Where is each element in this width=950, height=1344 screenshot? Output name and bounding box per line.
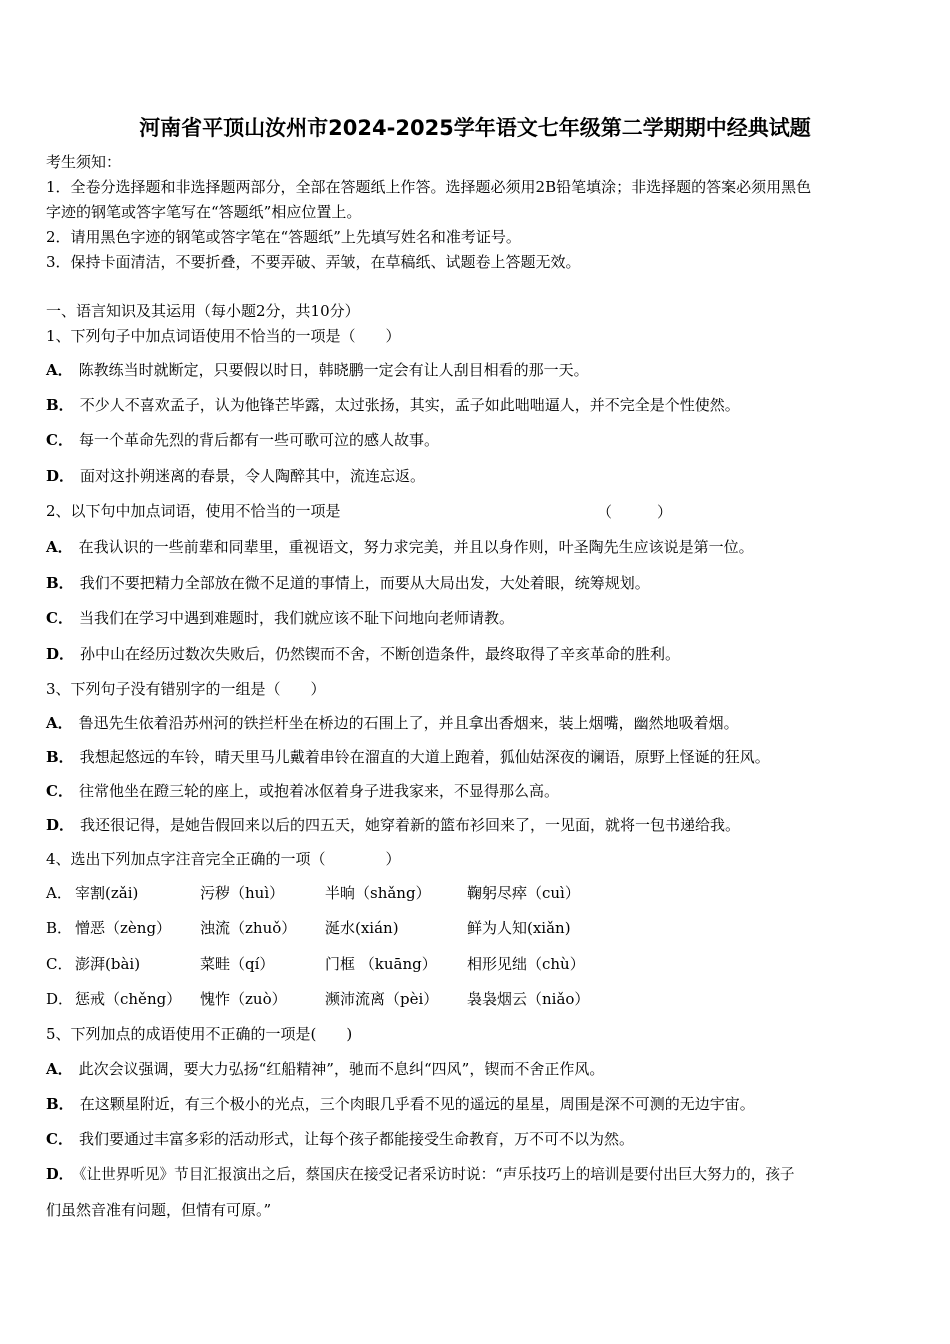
option-label: D．	[46, 990, 74, 1008]
option-label: D．	[46, 816, 75, 834]
pinyin-item: 愧怍（zuò）	[200, 990, 287, 1008]
option-label: B．	[46, 919, 73, 937]
notice-header: 考生须知：	[46, 153, 122, 171]
option-b	[46, 573, 650, 593]
option-text: 我还很记得，是她告假回来以后的四五天，她穿着新的篮布衫回来了，一见面，就将一包书递给我。	[80, 816, 741, 834]
option-c	[46, 1129, 634, 1149]
pinyin-item: 污秽（huì）	[200, 884, 285, 902]
pinyin-item: 菜畦（qí）	[200, 955, 275, 973]
page-title: 河南省平顶山汝州市2024-2025学年语文七年级第二学期期中经典试题	[139, 116, 811, 140]
question-stem: 5、下列加点的成语使用不正确的一项是( )	[46, 1025, 353, 1043]
option-label: B．	[46, 574, 74, 592]
pinyin-item: 袅袅烟云（niǎo）	[467, 990, 590, 1008]
option-label: B．	[46, 748, 74, 766]
option-text: 我们不要把精力全部放在微不足道的事情上，而要从大局出发，大处着眼，统筹规划。	[79, 574, 650, 592]
option-d	[46, 466, 425, 486]
option-label: C．	[46, 431, 73, 449]
notice-item: 3．保持卡面清洁，不要折叠，不要弄破、弄皱，在草稿纸、试题卷上答题无效。	[46, 253, 581, 271]
option-text: 孙中山在经历过数次失败后，仍然锲而不舍，不断创造条件，最终取得了辛亥革命的胜利。	[80, 645, 681, 663]
section-heading: 一、语言知识及其运用（每小题2分，共10分）	[46, 302, 360, 320]
question-stem: 4、选出下列加点字注音完全正确的一项（ ）	[46, 850, 401, 868]
option-text: 我们要通过丰富多彩的活动形式，让每个孩子都能接受生命教育，万不可不以为然。	[78, 1130, 634, 1148]
question-stem: 3、下列句子没有错别字的一组是（ ）	[46, 680, 326, 698]
pinyin-item: 澎湃(bài)	[75, 955, 141, 973]
option-label: A．	[46, 884, 72, 902]
option-c	[46, 430, 439, 450]
option-text: 每一个革命先烈的背后都有一些可歌可泣的感人故事。	[78, 431, 439, 449]
option-label: C．	[46, 782, 73, 800]
option-text: 当我们在学习中遇到难题时，我们就应该不耻下问地向老师请教。	[78, 609, 514, 627]
option-label: A．	[46, 538, 73, 556]
option-d	[46, 1165, 795, 1185]
option-label: A．	[46, 361, 73, 379]
option-text: 不少人不喜欢孟子，认为他锋芒毕露，太过张扬，其实，孟子如此咄咄逼人，并不完全是个性使然。	[79, 396, 740, 414]
option-label: C．	[46, 1130, 73, 1148]
pinyin-item: 惩戒（chěng）	[75, 990, 182, 1008]
option-a	[46, 1059, 604, 1079]
question-stem: 2、以下句中加点词语，使用不恰当的一项是	[46, 502, 341, 520]
pinyin-item: 濒沛流离（pèi）	[325, 990, 439, 1008]
pinyin-item: 涎水(xián)	[325, 919, 399, 937]
option-b	[46, 1094, 755, 1114]
notice-item: 1．全卷分选择题和非选择题两部分，全部在答题纸上作答。选择题必须用2B铅笔填涂；非选择题的答案必须用黑色	[46, 178, 812, 196]
option-label: D．	[46, 645, 75, 663]
option-text: 此次会议强调，要大力弘扬“红船精神”，驰而不息纠“四风”，锲而不舍正作风。	[78, 1060, 605, 1078]
option-label: A．	[46, 714, 73, 732]
notice-item: 2．请用黑色字迹的钢笔或答字笔在“答题纸”上先填写姓名和准考证号。	[46, 228, 521, 246]
option-text: 《让世界听见》节目汇报演出之后，蔡国庆在接受记者采访时说：“声乐技巧上的培训是要付出巨大努力的，孩子	[79, 1166, 795, 1183]
option-c	[46, 781, 559, 801]
option-label: D．	[46, 467, 75, 485]
option-d	[46, 815, 740, 835]
pinyin-item: 相形见绌（chù）	[467, 955, 585, 973]
option-a	[46, 713, 739, 733]
question-stem: 1、下列句子中加点词语使用不恰当的一项是（ ）	[46, 327, 401, 345]
option-text: 鲁迅先生依着沿苏州河的铁拦杆坐在桥边的石围上了，并且拿出香烟来，装上烟嘴，幽然地吸着烟。	[78, 714, 739, 732]
pinyin-item: 宰割(zǎi)	[75, 884, 139, 902]
pinyin-item: 憎恶（zèng）	[75, 919, 172, 937]
pinyin-item: 浊流（zhuǒ）	[200, 919, 297, 937]
option-label: D．	[46, 1166, 74, 1183]
option-text: 在这颗星附近，有三个极小的光点，三个肉眼几乎看不见的遥远的星星，周围是深不可测的无边宇宙。	[79, 1095, 755, 1113]
option-text: 面对这扑朔迷离的春景，令人陶醉其中，流连忘返。	[80, 467, 426, 485]
option-b	[46, 395, 740, 415]
option-c	[46, 608, 514, 628]
option-label: B．	[46, 396, 74, 414]
option-text: 陈教练当时就断定，只要假以时日，韩晓鹏一定会有让人刮目相看的那一天。	[78, 361, 589, 379]
pinyin-item: 鞠躬尽瘁（cuì）	[467, 884, 580, 902]
option-text: 往常他坐在蹬三轮的座上，或抱着冰伛着身子进我家来，不显得那么高。	[78, 782, 559, 800]
notice-item: 字迹的钢笔或答字笔写在“答题纸”相应位置上。	[46, 203, 362, 221]
option-a	[46, 360, 589, 380]
option-label: A．	[46, 1060, 73, 1078]
pinyin-item: 半晌（shǎng）	[325, 884, 431, 902]
option-b	[46, 747, 770, 767]
option-text: 在我认识的一些前辈和同辈里，重视语文，努力求完美，并且以身作则，叶圣陶先生应该说是第一位。	[78, 538, 754, 556]
option-label: B．	[46, 1095, 74, 1113]
pinyin-item: 门框 （kuāng）	[325, 955, 437, 973]
option-label: C．	[46, 609, 73, 627]
option-text: 我想起悠远的车铃，晴天里马儿戴着串铃在溜直的大道上跑着，狐仙姑深夜的谰语，原野上怪诞的狂风。	[79, 748, 770, 766]
option-label: C．	[46, 955, 73, 973]
pinyin-item: 鲜为人知(xiǎn)	[467, 919, 571, 937]
option-a	[46, 537, 754, 557]
option-d	[46, 644, 680, 664]
answer-paren: （ ）	[597, 503, 673, 521]
option-continuation: 们虽然音准有问题，但情有可原。”	[46, 1201, 272, 1219]
